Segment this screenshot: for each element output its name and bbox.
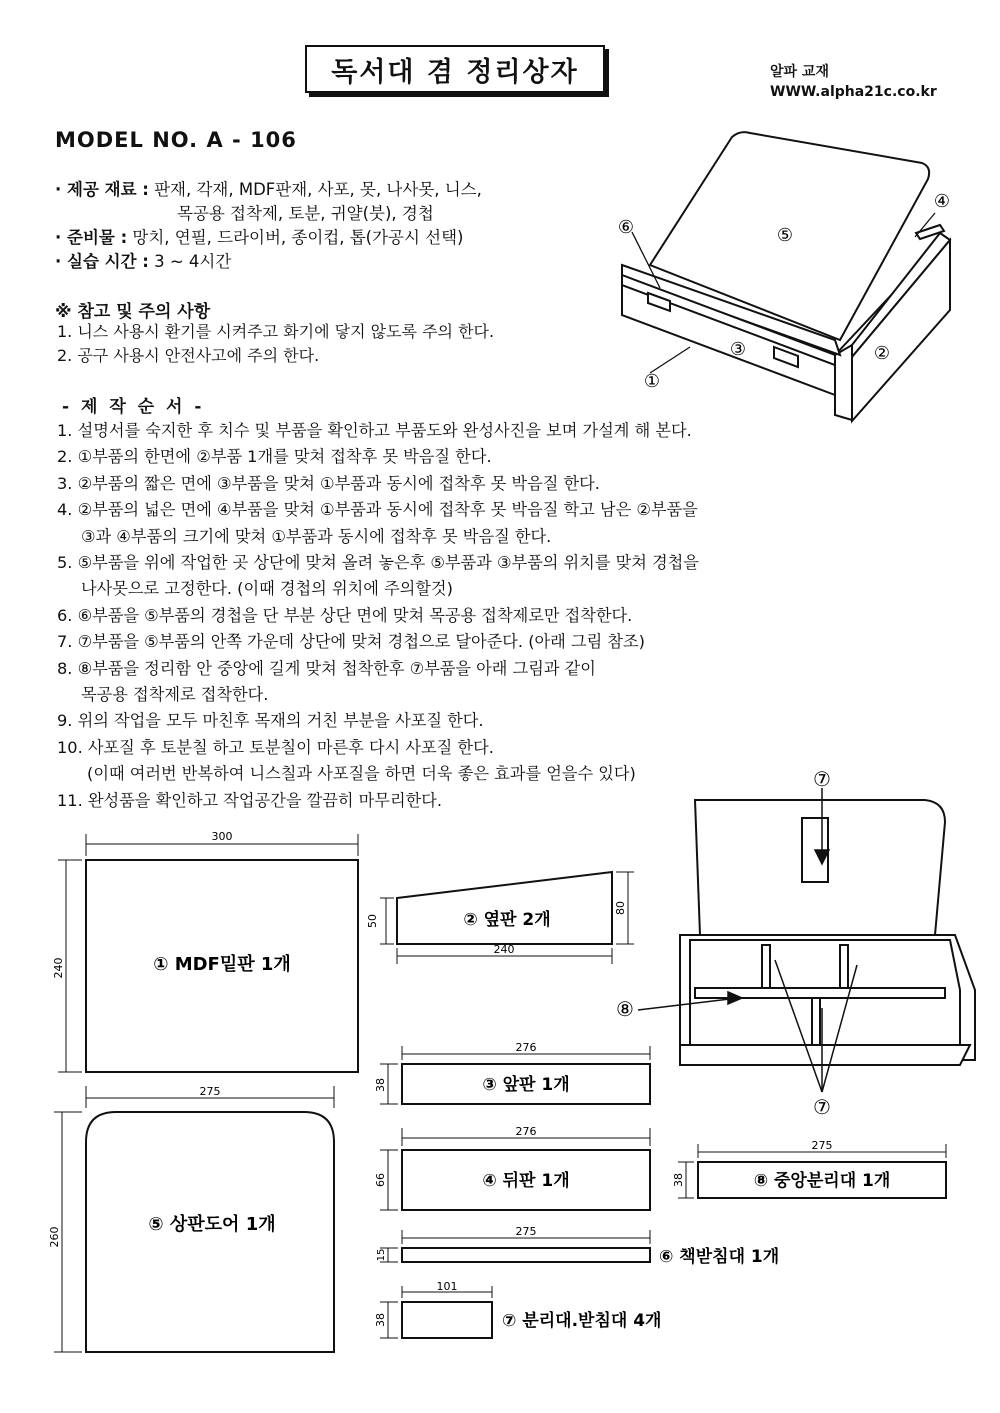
step-line: 7. ⑦부품을 ⑤부품의 안쪽 가운데 상단에 맞쳐 경첩으로 달아준다. (아래 그림 참조) (57, 632, 645, 652)
callout-2: ② (873, 343, 891, 364)
brand-website: WWW.alpha21c.co.kr (770, 84, 937, 100)
leader-1 (650, 347, 690, 373)
note-item: 1. 니스 사용시 환기를 시켜주고 화기에 닿지 않도록 주의 한다. (57, 322, 495, 341)
part-8-label: ⑧ 중앙분리대 1개 (753, 1171, 891, 1191)
step-line: 나사못으로 고정한다. (이때 경첩의 위치에 주의할것) (81, 579, 453, 599)
part-5-height: 260 (48, 1226, 61, 1248)
part-6-width: 275 (515, 1225, 537, 1238)
part-2-height-right: 80 (614, 901, 627, 915)
brand-block (770, 62, 937, 102)
callout-4: ④ (933, 191, 951, 212)
materials-value-2: 목공용 접착제, 토분, 귀얄(붓), 경첩 (177, 204, 434, 223)
part-7-drawing (372, 1282, 692, 1342)
callout-3: ③ (729, 339, 747, 360)
callout-1: ① (643, 371, 661, 392)
part-7-label: ⑦ 분리대.받침대 4개 (502, 1311, 662, 1331)
part-8-width: 275 (811, 1139, 833, 1152)
callout-7-bottom: ⑦ (813, 1095, 831, 1119)
time-value: 3 ~ 4시간 (148, 252, 232, 271)
part-2-width: 240 (493, 943, 515, 956)
time-row (55, 250, 482, 274)
step-line: 2. ①부품의 한면에 ②부품 1개를 맞쳐 접착후 못 박음질 한다. (57, 447, 492, 467)
notes-heading: ※ 참고 및 주의 사항 (55, 302, 211, 322)
step-line: 6. ⑥부품을 ⑤부품의 경첩을 단 부분 상단 면에 맞쳐 목공용 접착제로만 접착한다. (57, 605, 633, 625)
prep-label: · 준비물 : (55, 228, 128, 247)
part-2-drawing (362, 868, 642, 968)
part-3-height: 38 (374, 1078, 387, 1092)
materials-info (55, 178, 482, 274)
step-line: 5. ⑤부품을 위에 작업한 곳 상단에 맞쳐 올려 놓은후 ⑤부품과 ③부품의 위치를 맞쳐 경첩을 (57, 553, 699, 573)
step-line: 1. 설명서를 숙지한 후 치수 및 부품을 확인하고 부품도와 완성사진을 보며 가설계 해 본다. (57, 421, 692, 440)
part-8-height: 38 (672, 1173, 685, 1187)
callout-8: ⑧ (616, 997, 634, 1021)
callout-7-top: ⑦ (813, 767, 831, 791)
materials-row (55, 178, 482, 202)
step-line: 4. ②부품의 넓은 면에 ④부품을 맞쳐 ①부품과 동시에 접착후 못 박음질 학고 남은 ②부품을 (57, 500, 698, 520)
part-4-width: 276 (515, 1125, 537, 1138)
notes-list (57, 320, 494, 368)
part-7-height: 38 (374, 1313, 387, 1327)
part-8-drawing (672, 1138, 957, 1204)
materials-value: 판재, 각재, MDF판재, 사포, 못, 나사못, 니스, (148, 180, 482, 199)
part-6-height: 15 (376, 1248, 387, 1262)
part-6-label: ⑥ 책받침대 1개 (659, 1247, 780, 1267)
part-3-width: 276 (515, 1041, 537, 1054)
part-2-height-left: 50 (366, 914, 379, 928)
part-6-drawing (372, 1226, 792, 1272)
part-4-height: 66 (374, 1173, 387, 1187)
part-5-label: ⑤ 상판도어 1개 (148, 1214, 276, 1235)
step-line: 목공용 접착제로 접착한다. (81, 685, 269, 705)
step-line: ③과 ④부품의 크기에 맞쳐 ①부품과 동시에 접착후 못 박음질 한다. (81, 526, 552, 546)
part-5-drawing (42, 1082, 342, 1372)
materials-label: · 제공 재료 : (55, 180, 149, 199)
assembled-product-drawing (590, 125, 970, 425)
open-box-drawing (600, 767, 980, 1120)
part-1-label: ① MDF밑판 1개 (153, 954, 291, 975)
part-3-label: ③ 앞판 1개 (482, 1075, 570, 1095)
procedure-heading: - 제 작 순 서 - (62, 397, 205, 417)
prep-value: 망치, 연필, 드라이버, 종이컵, 톱(가공시 선택) (127, 228, 464, 247)
callout-5: ⑤ (776, 225, 794, 246)
step-line: (이때 여러번 반복하여 니스칠과 사포질을 하면 더욱 좋은 효과를 얻을수 있다) (87, 764, 636, 784)
step-line: 10. 사포질 후 토분칠 하고 토분칠이 마른후 다시 사포질 한다. (57, 737, 494, 757)
part-1-width: 300 (211, 830, 233, 843)
note-item: 2. 공구 사용시 안전사고에 주의 한다. (57, 346, 320, 365)
part-2-label: ② 옆판 2개 (463, 910, 551, 930)
part-3-drawing (372, 1042, 657, 1110)
procedure-steps (57, 418, 699, 814)
callout-6: ⑥ (617, 217, 635, 238)
brand-name: 알파 교재 (770, 64, 829, 80)
step-line: 3. ②부품의 짧은 면에 ③부품을 맞쳐 ①부품과 동시에 접착후 못 박음질 한다. (57, 473, 600, 493)
step-line: 11. 완성품을 확인하고 작업공간을 깔끔히 마무리한다. (57, 790, 442, 810)
model-number: MODEL NO. A - 106 (55, 128, 297, 152)
prep-row (55, 226, 482, 250)
step-line: 8. ⑧부품을 정리함 안 중앙에 길게 맞쳐 첩착한후 ⑦부품을 아래 그림과 같이 (57, 658, 596, 678)
part-7-width: 101 (436, 1280, 458, 1293)
time-label: · 실습 시간 : (55, 252, 149, 271)
part-1-drawing (48, 828, 368, 1088)
step-line: 9. 위의 작업을 모두 마친후 목재의 거친 부분을 사포질 한다. (57, 711, 484, 731)
part-4-label: ④ 뒤판 1개 (482, 1171, 570, 1191)
part-4-drawing (372, 1122, 657, 1214)
part-5-width: 275 (199, 1085, 221, 1098)
page-title: 독서대 겸 정리상자 (305, 45, 605, 93)
part-1-height: 240 (52, 957, 65, 979)
